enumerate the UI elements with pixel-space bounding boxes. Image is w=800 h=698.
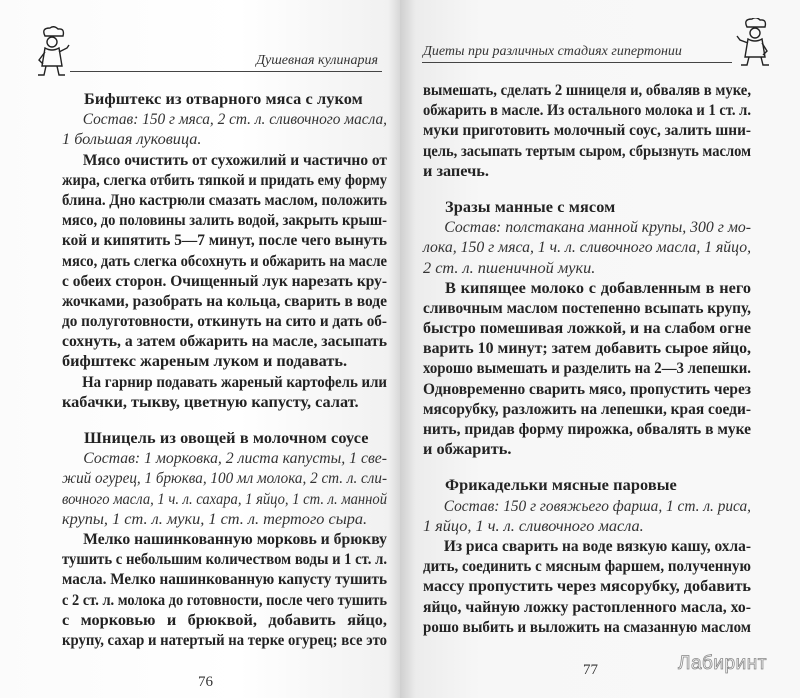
text-line: жочками, разобрать на кольца, сварить в воде xyxy=(62,290,387,310)
text-line: хорошо вымешать и разделить на 2—3 лепешки. xyxy=(423,358,751,378)
chef-icon xyxy=(733,18,775,68)
text-line: Состав: 150 г мяса, 2 ст. л. сливочного масла, xyxy=(82,109,387,129)
paragraph xyxy=(62,529,387,650)
text-line: На гарнир подавать жареный картофель или xyxy=(82,371,388,391)
text-line: сохнуть, а затем обжарить на масле, засыпать xyxy=(62,331,387,351)
text-line: Состав: 150 г говяжьего фарша, 1 ст. л. риса, xyxy=(443,495,751,515)
text-line: варить 10 минут; затем добавить сырое яйцо, xyxy=(423,338,751,358)
text-line: жира, слегка отбить тяпкой и придать ему форму xyxy=(62,169,387,189)
recipe-title xyxy=(62,428,387,448)
block-gap xyxy=(423,181,751,197)
text-line: Фрикадельки мясные паровые xyxy=(445,475,677,495)
text-line: мясо, дать слегка обсохнуть и обжарить на масле xyxy=(62,250,387,270)
text-line: бифштекс жареным луком и подавать. xyxy=(62,351,348,371)
text-line: 1 яйцо, 1 ч. л. сливочного масла. xyxy=(423,515,644,535)
chef-icon xyxy=(33,26,73,78)
text-line: Бифштекс из отварного мяса с луком xyxy=(84,89,363,108)
page-number: 77 xyxy=(583,662,598,678)
ingredients-list xyxy=(423,217,751,278)
text-line: кабачки, тыкву, цветную капусту, салат. xyxy=(62,391,359,411)
paragraph xyxy=(62,372,387,412)
watermark-logo: Лабиринт xyxy=(678,653,767,674)
text-line: тушить с небольшим количеством воды и 1 ст. л. xyxy=(62,549,387,569)
running-header: Душевная кулинария xyxy=(256,53,378,68)
text-line: Мелко нашинкованную морковь и брюкву xyxy=(83,528,388,548)
text-line: масла. Мелко нашинкованную капусту тушить xyxy=(62,569,387,589)
running-header: Диеты при различных стадиях гипертонии xyxy=(423,44,682,59)
page-text xyxy=(62,89,387,650)
text-line: мясо, до половины залить водой, закрыть крыш- xyxy=(62,210,387,230)
header-rule xyxy=(70,71,382,72)
text-line: крупы, 1 ст. л. муки, 1 ст. л. тертого сыра. xyxy=(62,508,368,528)
text-line: цель, засыпать тертым сыром, сбрызнуть маслом xyxy=(423,140,751,160)
text-line: Зразы манные с мясом xyxy=(445,196,616,216)
ingredients-list xyxy=(62,448,387,529)
recipe-title xyxy=(423,197,751,217)
paragraph xyxy=(62,150,387,372)
text-line: нить, придав форму пирожка, обвалять в муке xyxy=(423,419,751,438)
recipe-title xyxy=(423,475,751,495)
text-line: массу пропустить через мясорубку, добавить xyxy=(423,576,751,596)
text-line: блина. Дно кастрюли смазать маслом, положить xyxy=(62,189,387,209)
text-line: Одновременно сварить мясо, пропустить через xyxy=(423,378,751,398)
text-line: яйцо, чайную ложку растопленного масла, хо- xyxy=(423,596,751,616)
text-line: рошо выбить и выложить на смазанную маслом xyxy=(423,616,751,636)
text-line: Состав: 1 морковка, 2 листа капусты, 1 све- xyxy=(83,448,388,468)
text-line: лока, 150 г мяса, 1 ч. л. сливочного масла, 1 яйцо, xyxy=(423,237,751,257)
text-line: Состав: полстакана манной крупы, 300 г мо- xyxy=(444,217,751,237)
block-gap xyxy=(62,412,387,428)
paragraph xyxy=(423,80,751,181)
paragraph xyxy=(423,536,751,637)
text-line: и обжарить. xyxy=(423,439,512,459)
text-line: жий огурец, 1 брюква, 100 мл молока, 2 ст. л. сли- xyxy=(62,468,387,488)
text-line: мясорубку, разложить на лепешки, края соеди- xyxy=(423,398,751,418)
right-page xyxy=(400,0,800,698)
text-line: дить, соединить с мясным фаршем, полученную xyxy=(423,556,751,576)
text-line: Мясо очистить от сухожилий и частично от xyxy=(82,149,388,169)
text-line: муки приготовить молочный соус, залить шни- xyxy=(423,120,751,140)
text-line: с 2 ст. л. молока до готовности, после чего тушить xyxy=(62,589,387,609)
text-line: до полуготовности, откинуть на сито и дать об- xyxy=(62,311,387,331)
text-line: с обеих сторон. Очищенный лук нарезать кру- xyxy=(62,270,387,290)
text-line: крупу, сахар и натертый на терке огурец; все это xyxy=(62,629,387,649)
text-line: В кипящее молоко с добавленным в него xyxy=(445,277,751,297)
text-line: сливочным маслом постепенно всыпать крупу, xyxy=(423,297,751,317)
text-line: Из риса сварить на воде вязкую кашу, охла- xyxy=(443,535,751,555)
ingredients-list xyxy=(62,109,387,149)
text-line: вымешать, сделать 2 шницеля и, обваляв в муке, xyxy=(423,80,751,99)
text-line: вочного масла, 1 ч. л. сахара, 1 яйцо, 1 ст. л. манной xyxy=(62,488,387,508)
recipe-title xyxy=(62,89,387,109)
text-line: обжарить в масле. Из остального молока и 1 ст. л. xyxy=(423,100,751,120)
text-line: Шницель из овощей в молочном соусе xyxy=(84,428,369,447)
text-line: 1 большая луковица. xyxy=(62,129,202,149)
page-text xyxy=(423,80,751,637)
text-line: 2 ст. л. пшеничной муки. xyxy=(423,257,596,277)
text-line: кой и кипятить 5—7 минут, после чего вынуть xyxy=(62,230,387,250)
paragraph xyxy=(423,278,751,460)
header-rule xyxy=(422,62,732,63)
text-line: и запечь. xyxy=(423,160,489,180)
ingredients-list xyxy=(423,496,751,536)
text-line: быстро помешивая ложкой, и на слабом огне xyxy=(423,318,751,338)
block-gap xyxy=(423,459,751,475)
text-line: с морковью и брюквой, добавить яйцо, xyxy=(62,609,387,629)
page-number: 76 xyxy=(198,674,213,690)
